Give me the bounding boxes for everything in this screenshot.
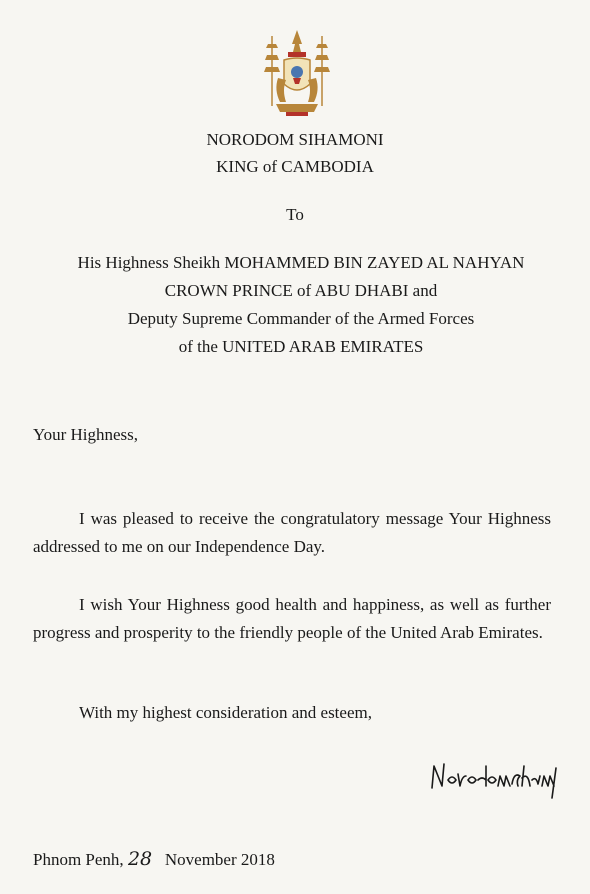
body-paragraph xyxy=(33,505,551,561)
place: Phnom Penh, xyxy=(33,850,124,869)
royal-crest-icon xyxy=(258,26,336,122)
body-paragraph-text: I was pleased to receive the congratulatory message Your Highness addressed to me on our Independence Day. xyxy=(33,509,551,556)
date-line xyxy=(33,848,275,870)
body-paragraph xyxy=(33,591,551,647)
sender-name: NORODOM SIHAMONI xyxy=(206,130,384,149)
recipient-line: Deputy Supreme Commander of the Armed Forces xyxy=(127,309,475,328)
recipient-line: His Highness Sheikh MOHAMMED BIN ZAYED AL NAHYAN xyxy=(77,253,525,272)
sender-title: KING of CAMBODIA xyxy=(216,157,374,176)
to-label: To xyxy=(286,205,304,224)
month-year: November 2018 xyxy=(164,850,275,869)
recipient-line: of the UNITED ARAB EMIRATES xyxy=(178,337,424,356)
salutation: Your Highness, xyxy=(33,425,139,444)
handwritten-day: 28 xyxy=(127,848,153,870)
body-paragraph-text: I wish Your Highness good health and happiness, as well as further progress and prosperity to the friendly people of the United Arab Emirates. xyxy=(33,595,551,642)
closing-line: With my highest consideration and esteem, xyxy=(79,703,372,722)
recipient-line: CROWN PRINCE of ABU DHABI and xyxy=(164,281,438,300)
handwritten-signature xyxy=(428,758,562,802)
